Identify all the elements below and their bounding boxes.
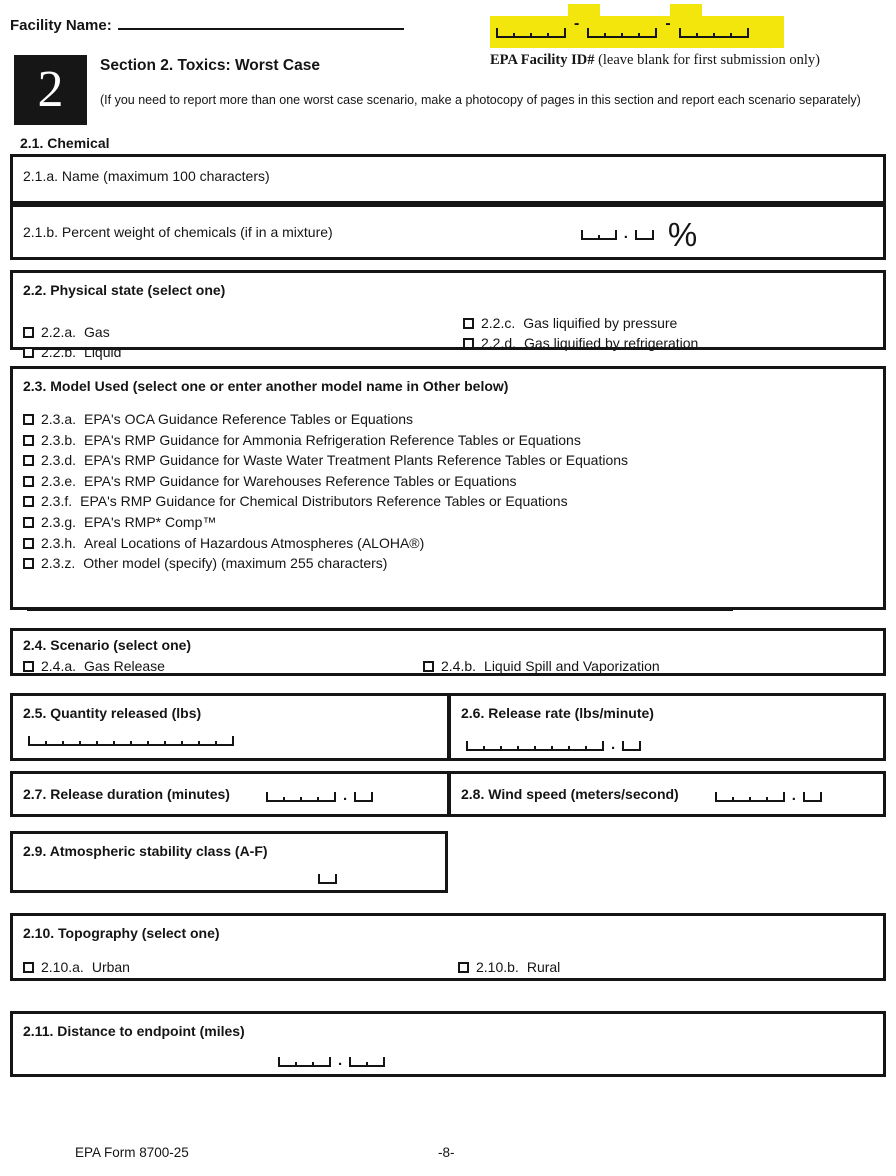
percent-sign: %	[667, 215, 698, 253]
release-rate-field[interactable]: .	[466, 736, 641, 751]
checkbox-2-2-d[interactable]	[463, 338, 474, 349]
section-note: (If you need to report more than one worst case scenario, make a photocopy of pages in this section and report each scenario separately)	[100, 93, 861, 107]
option-2-10-b: 2.10.b. Rural	[458, 959, 560, 975]
option-2-3-a: 2.3.a. EPA's OCA Guidance Reference Tables or Equations	[23, 411, 873, 427]
checkbox-2-3-a[interactable]	[23, 414, 34, 425]
form-number: EPA Form 8700-25	[75, 1145, 189, 1160]
option-2-2-c: 2.2.c. Gas liquified by pressure	[463, 315, 698, 331]
option-2-10-a: 2.10.a. Urban	[23, 959, 458, 975]
option-2-3-g: 2.3.g. EPA's RMP* Comp™	[23, 514, 873, 530]
stability-class-field[interactable]	[318, 874, 337, 884]
option-2-4-a: 2.4.a. Gas Release	[23, 658, 423, 674]
epa-facility-id-label: EPA Facility ID#	[490, 52, 595, 68]
section-2-3-title: 2.3. Model Used (select one or enter another model name in Other below)	[23, 378, 509, 394]
checkbox-2-2-c[interactable]	[463, 318, 474, 329]
checkbox-2-10-b[interactable]	[458, 962, 469, 973]
checkbox-2-2-b[interactable]	[23, 347, 34, 358]
checkbox-2-2-a[interactable]	[23, 327, 34, 338]
epa-facility-id-field[interactable]: - -	[496, 22, 749, 38]
field-2-1-a-name[interactable]	[13, 157, 883, 207]
section-2-8-box	[451, 774, 883, 814]
page-number: -8-	[438, 1145, 455, 1160]
section-2-5-2-6-row	[10, 693, 886, 761]
section-2-7-2-8-row	[10, 771, 886, 817]
section-2-2-box	[10, 270, 886, 360]
checkbox-2-3-f[interactable]	[23, 496, 34, 507]
other-model-input-line[interactable]	[27, 601, 733, 611]
option-2-3-h: 2.3.h. Areal Locations of Hazardous Atmospheres (ALOHA®)	[23, 535, 873, 551]
option-2-3-e: 2.3.e. EPA's RMP Guidance for Warehouses Reference Tables or Equations	[23, 473, 873, 489]
option-2-3-d: 2.3.d. EPA's RMP Guidance for Waste Water Treatment Plants Reference Tables or Equations	[23, 452, 873, 468]
section-number-box	[14, 55, 87, 125]
section-2-4-title: 2.4. Scenario (select one)	[23, 637, 192, 653]
checkbox-2-4-a[interactable]	[23, 661, 34, 672]
wind-speed-field[interactable]: .	[715, 787, 822, 802]
checkbox-2-3-g[interactable]	[23, 517, 34, 528]
section-2-1-box	[10, 154, 886, 260]
section-2-2-title: 2.2. Physical state (select one)	[23, 282, 226, 298]
section-2-3-box	[10, 366, 886, 610]
section-2-10-box	[10, 913, 886, 981]
section-2-7-box	[13, 774, 447, 814]
field-2-1-b-row	[13, 207, 883, 257]
section-2-8-title: 2.8. Wind speed (meters/second)	[461, 786, 679, 802]
section-2-10-title: 2.10. Topography (select one)	[23, 925, 220, 941]
section-2-6-box	[451, 696, 883, 758]
section-2-9-title: 2.9. Atmospheric stability class (A-F)	[23, 843, 268, 859]
facility-name-input-line[interactable]	[118, 16, 404, 30]
option-2-2-b: 2.2.b. Liquid	[23, 344, 463, 360]
option-2-2-a: 2.2.a. Gas	[23, 324, 463, 340]
field-2-1-a-label: 2.1.a. Name (maximum 100 characters)	[23, 168, 270, 184]
section-2-7-title: 2.7. Release duration (minutes)	[23, 786, 230, 802]
section-2-11-title: 2.11. Distance to endpoint (miles)	[23, 1023, 245, 1039]
section-2-5-box	[13, 696, 447, 758]
epa-facility-id-caption	[490, 52, 870, 69]
facility-name-row	[10, 16, 404, 34]
field-2-1-b-label: 2.1.b. Percent weight of chemicals (if in a mixture)	[23, 224, 333, 240]
epa-facility-id-block	[490, 4, 870, 69]
release-duration-field[interactable]: .	[266, 787, 373, 802]
section-2-11-box	[10, 1011, 886, 1077]
checkbox-2-3-z[interactable]	[23, 558, 34, 569]
section-2-9-box	[10, 831, 448, 893]
checkbox-2-10-a[interactable]	[23, 962, 34, 973]
section-2-6-title: 2.6. Release rate (lbs/minute)	[461, 705, 654, 721]
option-2-3-z: 2.3.z. Other model (specify) (maximum 255 characters)	[23, 555, 873, 571]
form-content	[10, 135, 886, 1077]
section-2-4-box	[10, 628, 886, 676]
checkbox-2-3-e[interactable]	[23, 476, 34, 487]
option-2-2-d: 2.2.d. Gas liquified by refrigeration	[463, 335, 698, 351]
facility-name-label: Facility Name:	[10, 17, 112, 34]
section-title: Section 2. Toxics: Worst Case	[100, 57, 320, 74]
option-2-3-b: 2.3.b. EPA's RMP Guidance for Ammonia Refrigeration Reference Tables or Equations	[23, 432, 873, 448]
checkbox-2-3-h[interactable]	[23, 538, 34, 549]
option-2-4-b: 2.4.b. Liquid Spill and Vaporization	[423, 658, 660, 674]
checkbox-2-4-b[interactable]	[423, 661, 434, 672]
distance-endpoint-field[interactable]: .	[278, 1052, 385, 1067]
checkbox-2-3-b[interactable]	[23, 435, 34, 446]
section-2-5-title: 2.5. Quantity released (lbs)	[23, 705, 202, 721]
quantity-released-field[interactable]	[28, 736, 234, 746]
option-2-3-f: 2.3.f. EPA's RMP Guidance for Chemical Distributors Reference Tables or Equations	[23, 493, 873, 509]
section-2-1-label: 2.1. Chemical	[20, 135, 110, 151]
section-number: 2	[37, 61, 64, 118]
checkbox-2-3-d[interactable]	[23, 455, 34, 466]
epa-facility-id-note: (leave blank for first submission only)	[594, 52, 820, 68]
percent-weight-field[interactable]: .	[581, 225, 654, 240]
